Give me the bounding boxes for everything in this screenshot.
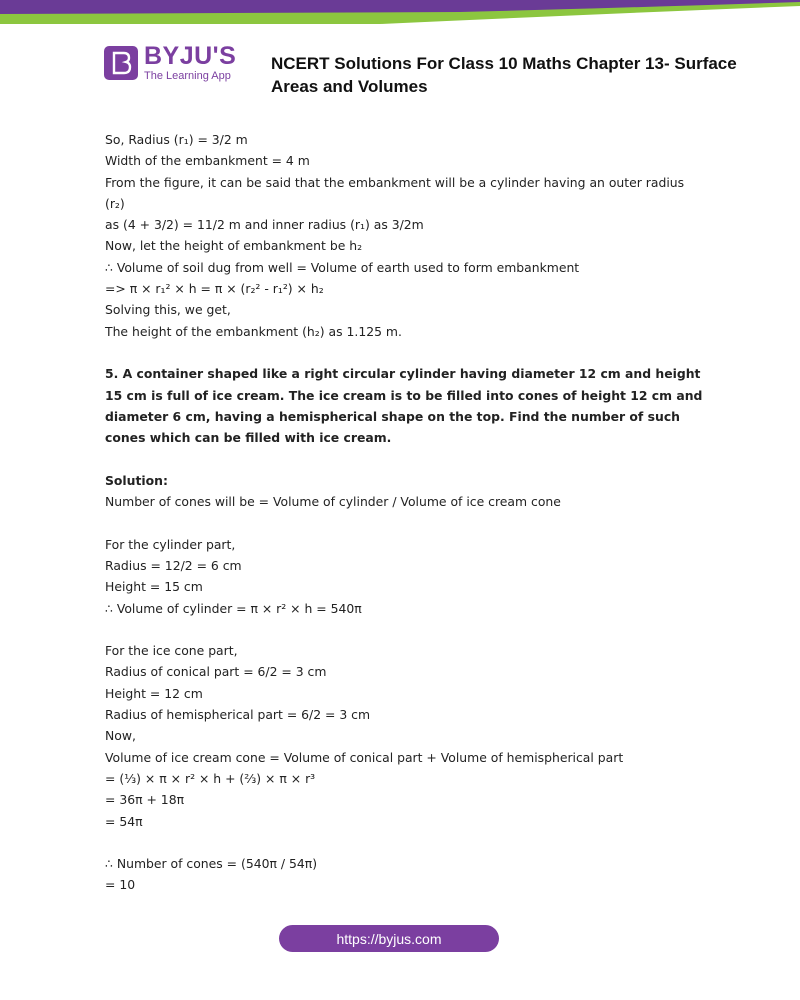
cone-line: For the ice cone part, bbox=[105, 643, 238, 659]
document-body bbox=[105, 129, 705, 896]
footer-url-link[interactable]: https://byjus.com bbox=[279, 925, 499, 952]
text-line: (r₂) bbox=[105, 195, 125, 211]
logo-badge-icon bbox=[104, 46, 138, 80]
question-text: 5. A container shaped like a right circular cylinder having diameter 12 cm and height 15 cm is full of ice cream. The ice cream is to be filled into cones of height 12 cm and diameter 6 cm, having a hemispherical shape on the top. Find the number of such cones which can be filled with ice cream. bbox=[105, 366, 703, 446]
cone-line: Radius of conical part = 6/2 = 3 cm bbox=[105, 664, 327, 680]
solution-intro: Number of cones will be = Volume of cylinder / Volume of ice cream cone bbox=[105, 494, 561, 510]
text-line: Now, let the height of embankment be h₂ bbox=[105, 238, 363, 254]
cylinder-line: Radius = 12/2 = 6 cm bbox=[105, 557, 242, 573]
byjus-logo bbox=[104, 44, 236, 82]
text-line: From the figure, it can be said that the embankment will be a cylinder having an outer radius bbox=[105, 174, 685, 190]
text-line: Solving this, we get, bbox=[105, 302, 231, 318]
cone-line: Now, bbox=[105, 728, 136, 744]
cone-line: Volume of ice cream cone = Volume of conical part + Volume of hemispherical part bbox=[105, 749, 624, 765]
text-line: The height of the embankment (h₂) as 1.125 m. bbox=[105, 323, 402, 339]
cone-line: = 54π bbox=[105, 813, 143, 829]
text-line: Width of the embankment = 4 m bbox=[105, 153, 310, 169]
text-line: => π × r₁² × h = π × (r₂² - r₁²) × h₂ bbox=[105, 281, 324, 297]
page-title: NCERT Solutions For Class 10 Maths Chapter 13- Surface Areas and Volumes bbox=[271, 54, 737, 96]
cone-line: = 36π + 18π bbox=[105, 792, 185, 808]
text-line: ∴ Volume of soil dug from well = Volume of earth used to form embankment bbox=[105, 259, 580, 275]
answer-line: = 10 bbox=[105, 877, 136, 893]
logo-name: BYJU'S bbox=[144, 42, 237, 70]
cone-line: Height = 12 cm bbox=[105, 685, 203, 701]
logo-tagline: The Learning App bbox=[144, 70, 231, 82]
answer-line: ∴ Number of cones = (540π / 54π) bbox=[105, 856, 318, 872]
cylinder-line: Height = 15 cm bbox=[105, 579, 203, 595]
text-line: as (4 + 3/2) = 11/2 m and inner radius (r₁) as 3/2m bbox=[105, 217, 424, 233]
cylinder-line: ∴ Volume of cylinder = π × r² × h = 540π bbox=[105, 600, 362, 616]
cone-line: = (⅓) × π × r² × h + (⅔) × π × r³ bbox=[105, 770, 316, 786]
cone-line: Radius of hemispherical part = 6/2 = 3 cm bbox=[105, 707, 371, 723]
text-line: So, Radius (r₁) = 3/2 m bbox=[105, 132, 248, 147]
top-decorative-band bbox=[0, 0, 800, 24]
cylinder-line: For the cylinder part, bbox=[105, 536, 236, 552]
solution-label: Solution: bbox=[105, 472, 168, 488]
